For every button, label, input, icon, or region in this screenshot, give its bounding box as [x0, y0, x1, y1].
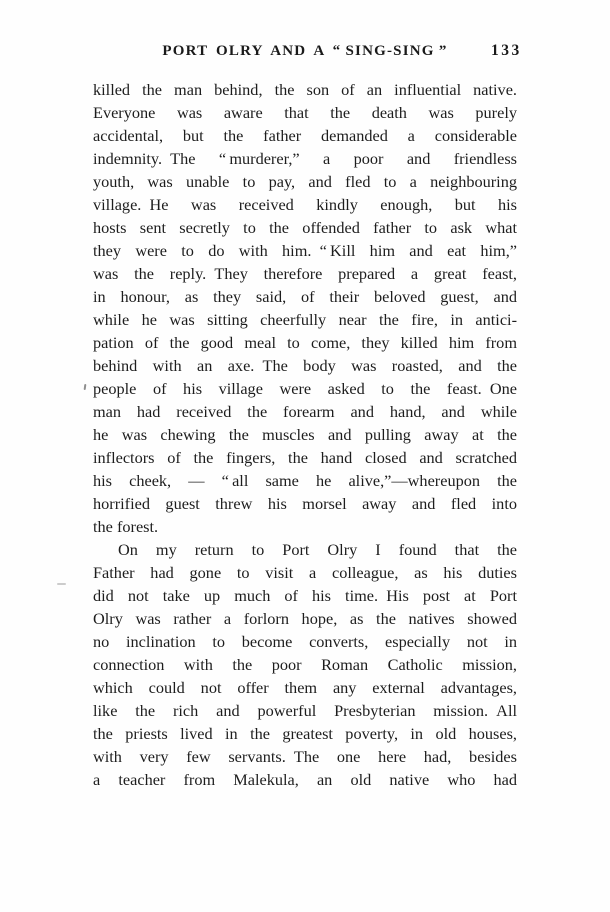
text-line: which could not offer them any external advantages, — [93, 678, 517, 697]
text-line: horrified guest threw his morsel away and fled into — [93, 494, 517, 513]
chapter-title: PORT OLRY AND A “ SING-SING ” — [162, 43, 448, 59]
text-line: he was chewing the muscles and pulling away at the — [93, 425, 517, 444]
text-line: connection with the poor Roman Catholic mission, — [93, 655, 517, 674]
text-line: while he was sitting cheerfully near the fire, in antici- — [93, 310, 517, 329]
text-line: his cheek, — “ all same he alive,”—whereupon the — [93, 471, 517, 490]
text-line: no inclination to become converts, especially not in — [93, 632, 517, 651]
paragraph-1 — [93, 78, 517, 538]
text-line: hosts sent secretly to the offended father to ask what — [93, 218, 517, 237]
text-line: accidental, but the father demanded a considerable — [93, 126, 517, 145]
text-line: the forest. — [93, 517, 159, 536]
text-line: a teacher from Malekula, an old native who had — [93, 770, 517, 789]
text-line: like the rich and powerful Presbyterian mission. All — [93, 701, 517, 720]
body-text — [93, 78, 517, 791]
text-line: killed the man behind, the son of an influential native. — [93, 80, 517, 99]
text-line: behind with an axe. The body was roasted, and the — [93, 356, 517, 375]
scan-artifact-tick — [84, 384, 87, 390]
text-line: did not take up much of his time. His post at Port — [93, 586, 517, 605]
text-line: Olry was rather a forlorn hope, as the natives showed — [93, 609, 517, 628]
scan-artifact-dash — [57, 583, 66, 585]
text-line: was the reply. They therefore prepared a great feast, — [93, 264, 517, 283]
text-line: pation of the good meal to come, they killed him from — [93, 333, 517, 352]
text-line: indemnity. The “ murderer,” a poor and friendless — [93, 149, 517, 168]
text-line: On my return to Port Olry I found that the — [118, 540, 517, 559]
paragraph-2 — [93, 538, 517, 791]
text-line: man had received the forearm and hand, and while — [93, 402, 517, 421]
text-line: village. He was received kindly enough, but his — [93, 195, 517, 214]
page-number: 133 — [491, 42, 522, 59]
running-header — [93, 42, 522, 60]
text-line: Father had gone to visit a colleague, as his duties — [93, 563, 517, 582]
text-line: they were to do with him. “ Kill him and eat him,” — [93, 241, 517, 260]
text-line: people of his village were asked to the feast. One — [93, 379, 517, 398]
text-line: youth, was unable to pay, and fled to a neighbouring — [93, 172, 517, 191]
text-line: in honour, as they said, of their beloved guest, and — [93, 287, 517, 306]
text-line: inflectors of the fingers, the hand closed and scratched — [93, 448, 517, 467]
text-line: the priests lived in the greatest poverty, in old houses, — [93, 724, 517, 743]
text-line: Everyone was aware that the death was purely — [93, 103, 517, 122]
text-line: with very few servants. The one here had, besides — [93, 747, 517, 766]
